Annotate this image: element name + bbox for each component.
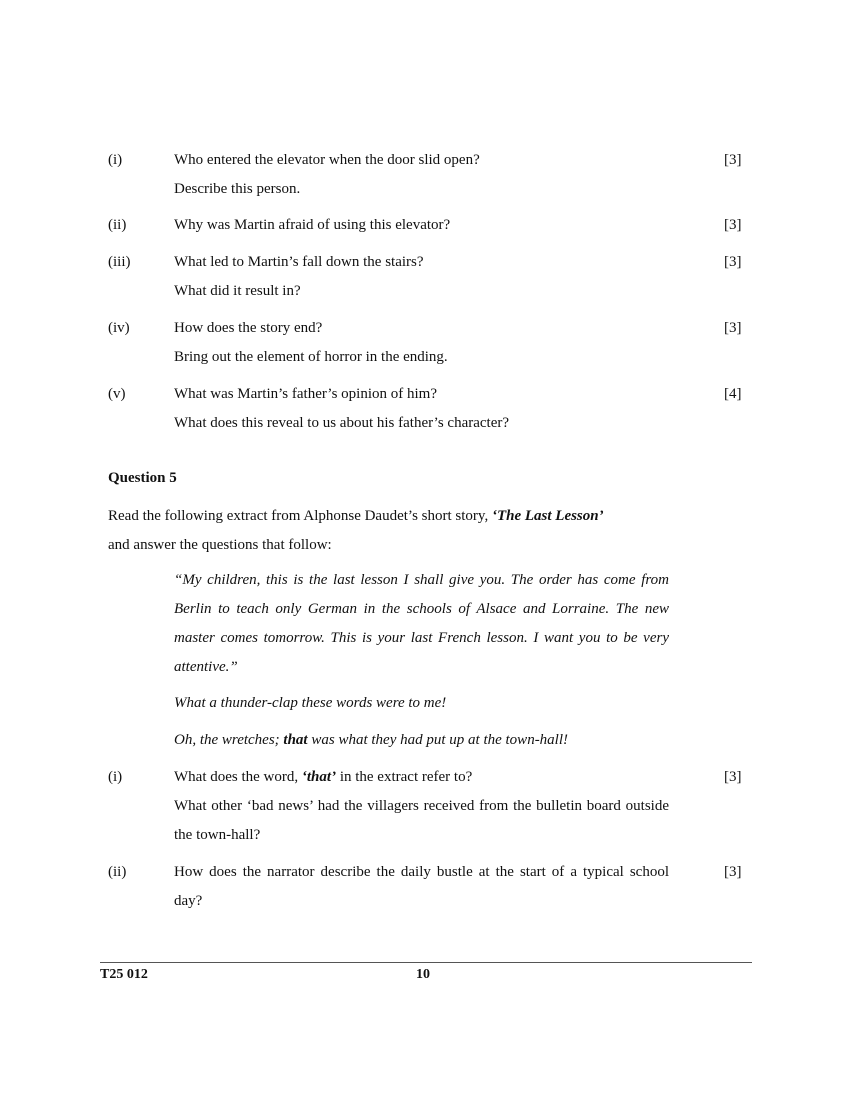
item-line: Why was Martin afraid of using this elevator? — [174, 217, 451, 233]
item-line — [174, 763, 669, 792]
story-title: ‘The Last Lesson’ — [491, 508, 604, 524]
item-number: (ii) — [108, 864, 127, 880]
paper-code: T25 012 — [100, 967, 148, 982]
intro-text: Read the following extract from Alphonse Daudet’s short story, — [108, 508, 492, 524]
item-text — [174, 314, 669, 372]
quoted-word: ‘that’ — [301, 769, 337, 785]
item-marks: [3] — [724, 254, 742, 270]
item-marks: [3] — [724, 320, 742, 336]
item-number: (v) — [108, 386, 126, 402]
item-line: What did it result in? — [174, 283, 301, 299]
page-number: 10 — [416, 967, 430, 982]
item-number: (iv) — [108, 320, 130, 336]
item-line: Describe this person. — [174, 181, 301, 197]
footer-rule — [100, 962, 752, 963]
item-marks: [3] — [724, 864, 742, 880]
extract-paragraph — [174, 726, 669, 755]
item-marks: [4] — [724, 386, 742, 402]
item-line: What led to Martin’s fall down the stairs? — [174, 254, 424, 270]
extract-paragraph: “My children, this is the last lesson I shall give you. The order has come from Berlin to teach only German in the schools of Alsace and Lorraine. The new master comes tomorrow. This is your last French lesson. I want you to be very attentive.” — [174, 572, 669, 675]
extract-emphasis: that — [283, 732, 308, 748]
item-number: (ii) — [108, 217, 127, 233]
item-text — [174, 380, 669, 438]
item-marks: [3] — [724, 217, 742, 233]
item-line: What was Martin’s father’s opinion of him? — [174, 386, 437, 402]
item-text — [174, 763, 669, 850]
extract-text: was what they had put up at the town-hall! — [307, 732, 569, 748]
item-line: What other ‘bad news’ had the villagers received from the bulletin board outside the town-hall? — [174, 798, 669, 843]
item-text — [174, 248, 669, 306]
extract-text: Oh, the wretches; — [174, 732, 284, 748]
item-text: How does the narrator describe the daily bustle at the start of a typical school day? — [174, 864, 669, 909]
item-line: How does the story end? — [174, 320, 323, 336]
item-text — [174, 146, 669, 204]
question-intro — [108, 502, 728, 560]
item-line: Bring out the element of horror in the ending. — [174, 349, 448, 365]
item-marks: [3] — [724, 769, 742, 785]
item-number: (i) — [108, 152, 123, 168]
extract-paragraph: What a thunder-clap these words were to me! — [174, 695, 447, 711]
item-number: (i) — [108, 769, 123, 785]
item-text — [174, 211, 669, 240]
item-text-part: What does the word, — [174, 769, 302, 785]
item-number: (iii) — [108, 254, 131, 270]
question-heading: Question 5 — [108, 470, 177, 486]
item-line: Who entered the elevator when the door slid open? — [174, 152, 480, 168]
intro-text-continued: and answer the questions that follow: — [108, 537, 332, 553]
item-text-part: in the extract refer to? — [336, 769, 473, 785]
item-line: What does this reveal to us about his father’s character? — [174, 415, 510, 431]
item-marks: [3] — [724, 152, 742, 168]
